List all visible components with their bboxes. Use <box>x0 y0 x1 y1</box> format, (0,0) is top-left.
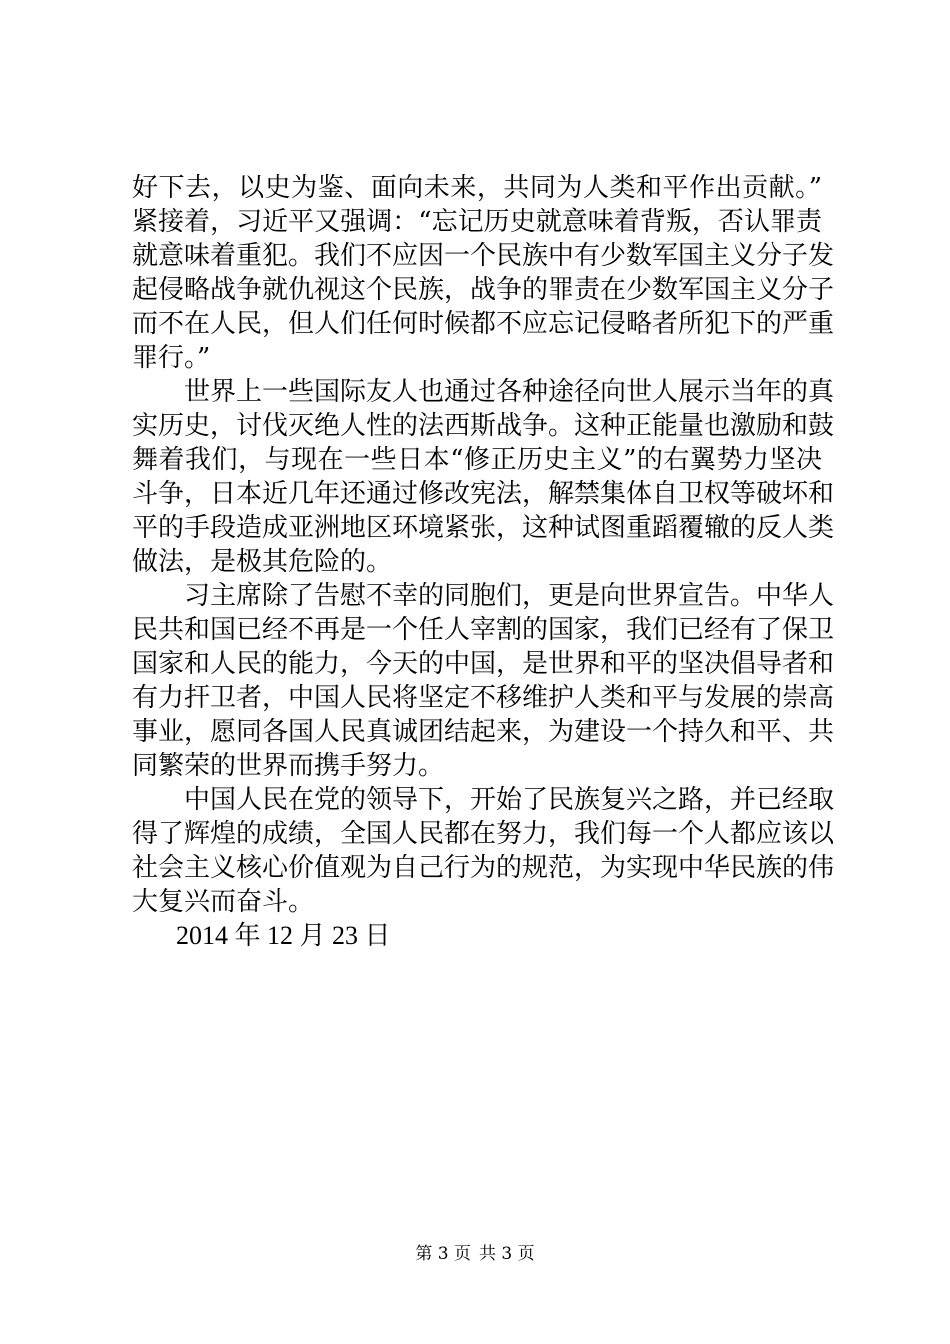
text-line: 紧接着，习近平又强调：“忘记历史就意味着背叛，否认罪责 <box>132 207 822 237</box>
text-line: 就意味着重犯。我们不应因一个民族中有少数军国主义分子发 <box>132 241 835 271</box>
text-line: 有力扞卫者，中国人民将坚定不移维护人类和平与发展的崇高 <box>132 683 835 713</box>
text-line: 做法，是极其危险的。 <box>132 547 393 577</box>
text-line: 斗争，日本近几年还通过修改宪法，解禁集体自卫权等破坏和 <box>132 479 835 509</box>
page-total: 共 3 页 <box>479 1244 535 1264</box>
text-line: 实历史，讨伐灭绝人性的法西斯战争。这种正能量也激励和鼓 <box>132 411 835 441</box>
page-number: 第 3 页 <box>415 1244 471 1264</box>
text-line: 大复兴而奋斗。 <box>132 887 315 917</box>
text-line: 中国人民在党的领导下，开始了民族复兴之路，并已经取 <box>184 785 835 815</box>
text-line: 世界上一些国际友人也通过各种途径向世人展示当年的真 <box>184 377 835 407</box>
text-line: 习主席除了告慰不幸的同胞们，更是向世界宣告。中华人 <box>184 581 835 611</box>
text-line: 国家和人民的能力，今天的中国，是世界和平的坚决倡导者和 <box>132 649 835 679</box>
text-line: 事业，愿同各国人民真诚团结起来，为建设一个持久和平、共 <box>132 717 835 747</box>
body-text <box>132 171 835 953</box>
text-line: 起侵略战争就仇视这个民族，战争的罪责在少数军国主义分子 <box>132 275 835 305</box>
page-footer <box>0 1242 950 1266</box>
text-line: 社会主义核心价值观为自己行为的规范，为实现中华民族的伟 <box>132 853 835 883</box>
text-line: 同繁荣的世界而携手努力。 <box>132 751 445 781</box>
text-line: 罪行。” <box>132 343 211 373</box>
text-line: 平的手段造成亚洲地区环境紧张，这种试图重蹈覆辙的反人类 <box>132 513 835 543</box>
text-line: 好下去，以史为鉴、面向未来，共同为人类和平作出贡献。” <box>132 173 822 203</box>
text-line: 得了辉煌的成绩，全国人民都在努力，我们每一个人都应该以 <box>132 819 835 849</box>
text-line: 舞着我们，与现在一些日本“修正历史主义”的右翼势力坚决 <box>132 445 822 475</box>
date-line: 2014 年 12 月 23 日 <box>176 921 391 950</box>
text-line: 而不在人民，但人们任何时候都不应忘记侵略者所犯下的严重 <box>132 309 835 339</box>
text-line: 民共和国已经不再是一个任人宰割的国家，我们已经有了保卫 <box>132 615 835 645</box>
